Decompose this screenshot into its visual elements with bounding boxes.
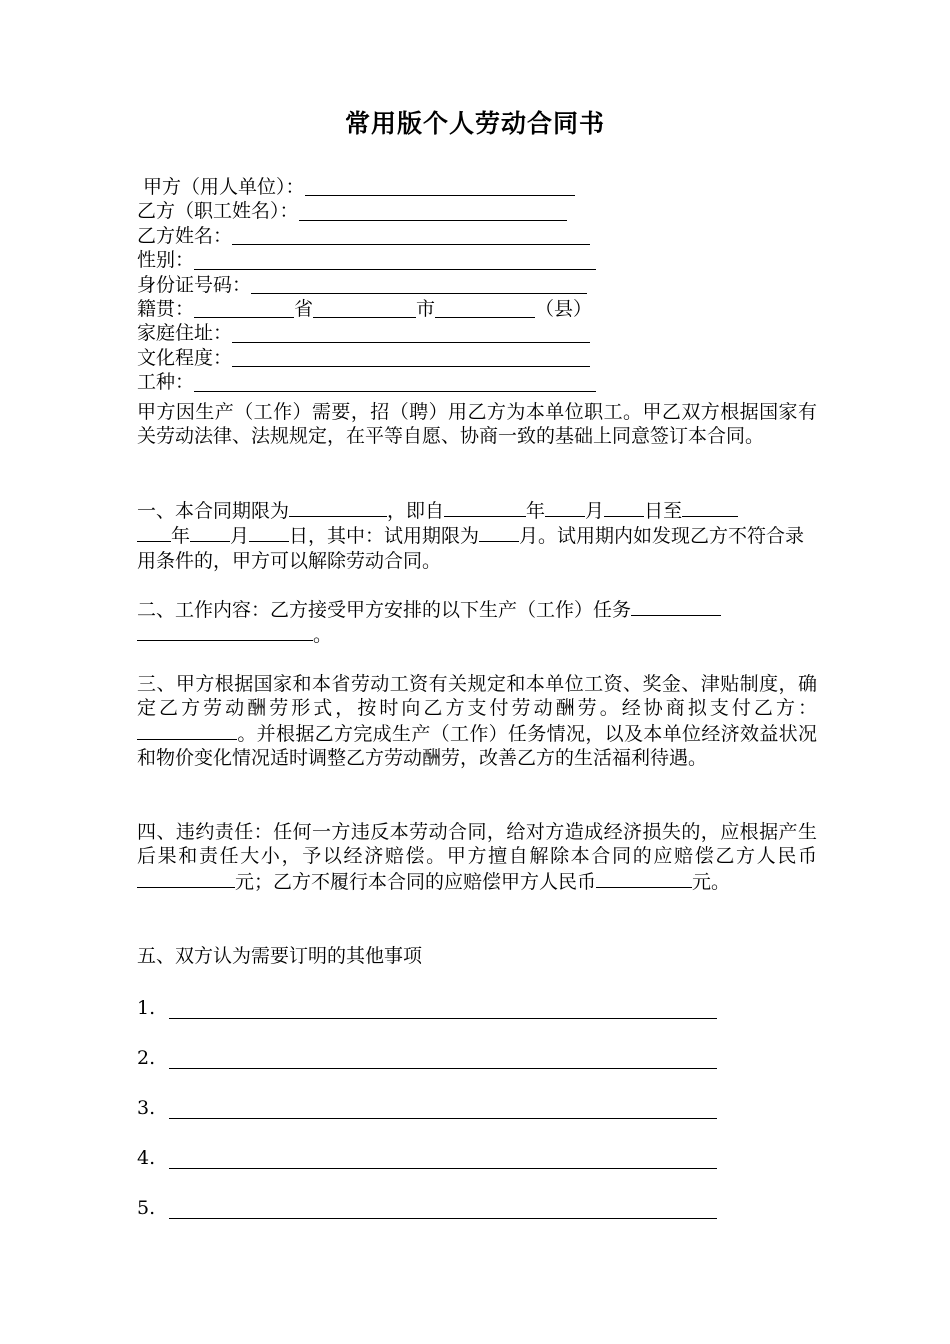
county-label: （县） [535,297,593,320]
field-label: 性别： [137,249,195,272]
section-text: 月 [230,525,250,548]
section-term [137,498,817,573]
document-title: 常用版个人劳动合同书 [344,109,605,138]
blank-line[interactable] [604,498,644,517]
blank-line[interactable] [169,1068,717,1069]
blank-line[interactable] [169,1218,717,1219]
field-gender [137,248,617,272]
item-number: 3. [137,1097,156,1119]
field-home-address [137,321,617,345]
section-text: 二、工作内容：乙方接受甲方安排的以下生产（工作）任务 [137,599,632,621]
field-education [137,346,617,370]
blank-line[interactable] [479,523,519,542]
section-text: 。并根据乙方完成生产（工作）任务情况，以及本单位经济效益状况和物价变化情况适时调整乙方劳动酬劳，改善乙方的生活福利待遇。 [137,722,817,770]
section-liability [137,820,817,894]
blank-line[interactable] [137,721,237,740]
blank-line[interactable] [313,298,416,318]
section-remuneration [137,672,817,771]
field-job-type [137,370,617,394]
province-label: 省 [294,297,314,320]
blank-line[interactable] [232,323,590,343]
list-item [137,996,737,1046]
field-party-b [137,199,617,223]
section-text: 。 [313,624,333,647]
section-text: 一、本合同期限为 [137,500,290,522]
field-party-b-name [137,224,617,248]
section-text: 月 [585,500,605,522]
blank-line[interactable] [194,298,294,318]
field-party-a [137,175,617,199]
blank-line[interactable] [435,298,535,318]
blank-line[interactable] [194,372,596,392]
section-other-matters: 五、双方认为需要订明的其他事项 [137,945,423,967]
field-label: 文化程度： [137,346,233,369]
blank-line[interactable] [289,498,387,517]
blank-line[interactable] [444,498,526,517]
list-item [137,1046,737,1096]
field-label: 乙方（职工姓名）： [137,200,299,223]
section-work-content [137,597,817,648]
section-text: 日，其中：试用期限为 [289,525,480,548]
blank-line[interactable] [631,597,721,616]
intro-paragraph: 甲方因生产（工作）需要，招（聘）用乙方为本单位职工。甲乙双方根据国家有关劳动法律、法规规定，在平等自愿、协商一致的基础上同意签订本合同。 [137,401,817,448]
section-text: 四、违约责任：任何一方违反本劳动合同，给对方造成经济损失的，应根据产生后果和责任大小，予以经济赔偿。甲方擅自解除本合同的应赔偿乙方人民币 [137,821,817,868]
blank-line[interactable] [232,225,590,245]
section-text: 三、甲方根据国家和本省劳动工资有关规定和本单位工资、奖金、津贴制度，确定乙方劳动酬劳形式，按时向乙方支付劳动酬劳。经协商拟支付乙方： [137,673,817,720]
item-number: 4. [137,1147,156,1169]
blank-line[interactable] [137,869,235,888]
field-id-number [137,273,617,297]
section-text: 年 [171,525,191,548]
list-item [137,1096,737,1146]
list-item [137,1146,737,1196]
field-label: 工种： [137,371,195,394]
field-label: 籍贯： [137,297,195,320]
field-label: 乙方姓名： [137,224,233,247]
blank-line[interactable] [137,622,313,641]
section-text: 月。试用期内如发现乙方不符合录用条件的，甲方可以解除劳动合同。 [137,525,805,572]
item-number: 2. [137,1047,156,1069]
blank-line[interactable] [137,523,171,542]
blank-line[interactable] [169,1018,717,1019]
party-info-fields [137,175,617,395]
city-label: 市 [416,297,436,320]
blank-line[interactable] [232,347,590,367]
section-text: 日至 [644,500,683,522]
item-number: 1. [137,997,156,1019]
blank-line[interactable] [545,498,585,517]
blank-line[interactable] [596,869,692,888]
list-item [137,1196,737,1246]
other-matters-list [137,996,737,1246]
blank-line[interactable] [305,176,575,196]
field-label: 甲方（用人单位）： [137,175,305,198]
field-label: 身份证号码： [137,273,252,296]
blank-line[interactable] [249,523,289,542]
blank-line[interactable] [190,523,230,542]
blank-line[interactable] [169,1168,717,1169]
blank-line[interactable] [194,250,596,270]
item-number: 5. [137,1197,156,1219]
section-text: 元；乙方不履行本合同的应赔偿甲方人民币 [235,870,597,893]
blank-line[interactable] [299,201,567,221]
field-native-place [137,297,617,321]
field-label: 家庭住址： [137,322,233,345]
blank-line[interactable] [169,1118,717,1119]
section-text: ，即自 [387,500,445,522]
blank-line[interactable] [682,498,738,517]
section-text: 年 [526,500,546,522]
blank-line[interactable] [251,274,587,294]
section-text: 元。 [692,870,731,893]
